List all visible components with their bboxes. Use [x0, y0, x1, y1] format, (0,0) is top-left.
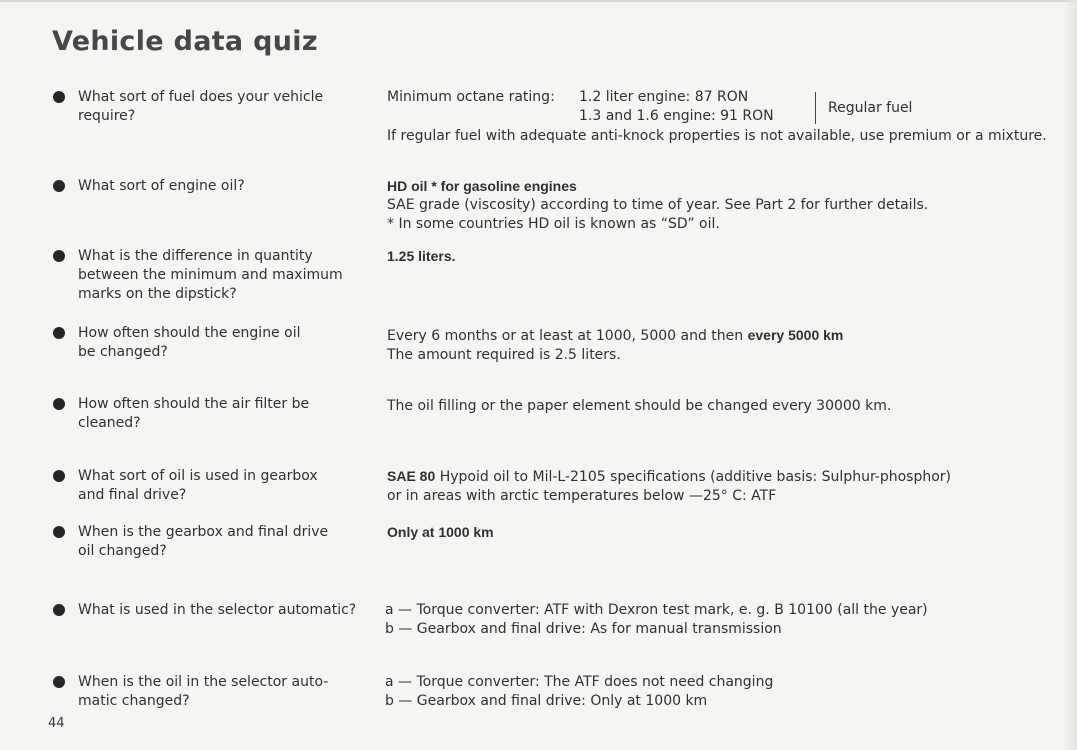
brace-line [815, 92, 816, 124]
bullet-icon [53, 526, 65, 538]
oil-change-text: Every 6 months or at least at 1000, 5000 and then [387, 328, 748, 344]
bullet-icon [53, 250, 65, 262]
answer-engine-oil [387, 177, 1047, 234]
regular-fuel-label: Regular fuel [828, 100, 913, 116]
question-dipstick: What is the difference in quantity between the minimum and maximum marks on the dipstick? [78, 248, 343, 302]
bullet-icon [53, 470, 65, 482]
oil-heading: HD oil * for gasoline engines [387, 178, 577, 194]
octane-label: Minimum octane rating: [387, 89, 555, 105]
bullet-icon [53, 604, 65, 616]
bullet-icon [53, 676, 65, 688]
air-filter-answer: The oil filling or the paper element should be changed every 30000 km. [387, 398, 892, 414]
answer-gearbox-oil [387, 467, 1047, 506]
selector-change-line-1: a — Torque converter: The ATF does not need changing [385, 674, 774, 690]
page-number: 44 [48, 716, 65, 731]
selector-line-2: b — Gearbox and final drive: As for manual transmission [385, 621, 782, 637]
answer-oil-change [387, 326, 1047, 365]
question-gearbox-change: When is the gearbox and final drive oil changed? [78, 524, 329, 559]
answer-air-filter [387, 397, 1047, 416]
answer-selector-change [385, 673, 1045, 711]
octane-line-2: 1.3 and 1.6 engine: 91 RON [579, 108, 774, 124]
question-oil-change: How often should the engine oil be changed? [78, 325, 301, 360]
question-air-filter: How often should the air filter be cleaned? [78, 396, 310, 431]
oil-change-line-2: The amount required is 2.5 liters. [387, 347, 621, 363]
octane-line-1: 1.2 liter engine: 87 RON [579, 89, 749, 105]
dipstick-answer: 1.25 liters. [387, 248, 456, 264]
question-selector: What is used in the selector automatic? [78, 602, 357, 618]
selector-line-1: a — Torque converter: ATF with Dexron test mark, e. g. B 10100 (all the year) [385, 602, 928, 618]
page-title: Vehicle data quiz [52, 26, 318, 57]
bullet-icon [53, 91, 65, 103]
bullet-icon [53, 327, 65, 339]
fuel-note-text: If regular fuel with adequate anti-knock properties is not available, use premium or a mixture. [387, 128, 1047, 144]
sae-80-label: SAE 80 [387, 468, 436, 484]
gearbox-oil-line-2: or in areas with arctic temperatures below —25° C: ATF [387, 488, 777, 504]
question-fuel: What sort of fuel does your vehicle require? [78, 89, 324, 124]
question-gearbox-oil: What sort of oil is used in gearbox and final drive? [78, 468, 318, 503]
gearbox-change-answer: Only at 1000 km [387, 524, 494, 540]
oil-line-1: SAE grade (viscosity) according to time of year. See Part 2 for further details. [387, 197, 929, 213]
bullet-icon [53, 398, 65, 410]
oil-change-line-1 [387, 326, 1047, 346]
selector-change-line-2: b — Gearbox and final drive: Only at 1000 km [385, 693, 708, 709]
question-engine-oil: What sort of engine oil? [78, 178, 245, 194]
oil-line-2: * In some countries HD oil is known as “SD” oil. [387, 216, 720, 232]
gearbox-oil-line-1 [387, 467, 1047, 487]
gearbox-oil-spec: Hypoid oil to Mil-L-2105 specifications (additive basis: Sulphur-phosphor) [435, 469, 952, 485]
fuel-note [387, 127, 1047, 146]
oil-change-interval: every 5000 km [747, 327, 844, 343]
answer-gearbox-change [387, 523, 1047, 542]
answer-dipstick [387, 247, 1047, 266]
page-right-shadow [1063, 0, 1077, 750]
bullet-icon [53, 180, 65, 192]
question-selector-change: When is the oil in the selector auto- matic changed? [78, 674, 329, 709]
answer-selector [385, 601, 1045, 639]
page-top-edge [0, 0, 1077, 2]
